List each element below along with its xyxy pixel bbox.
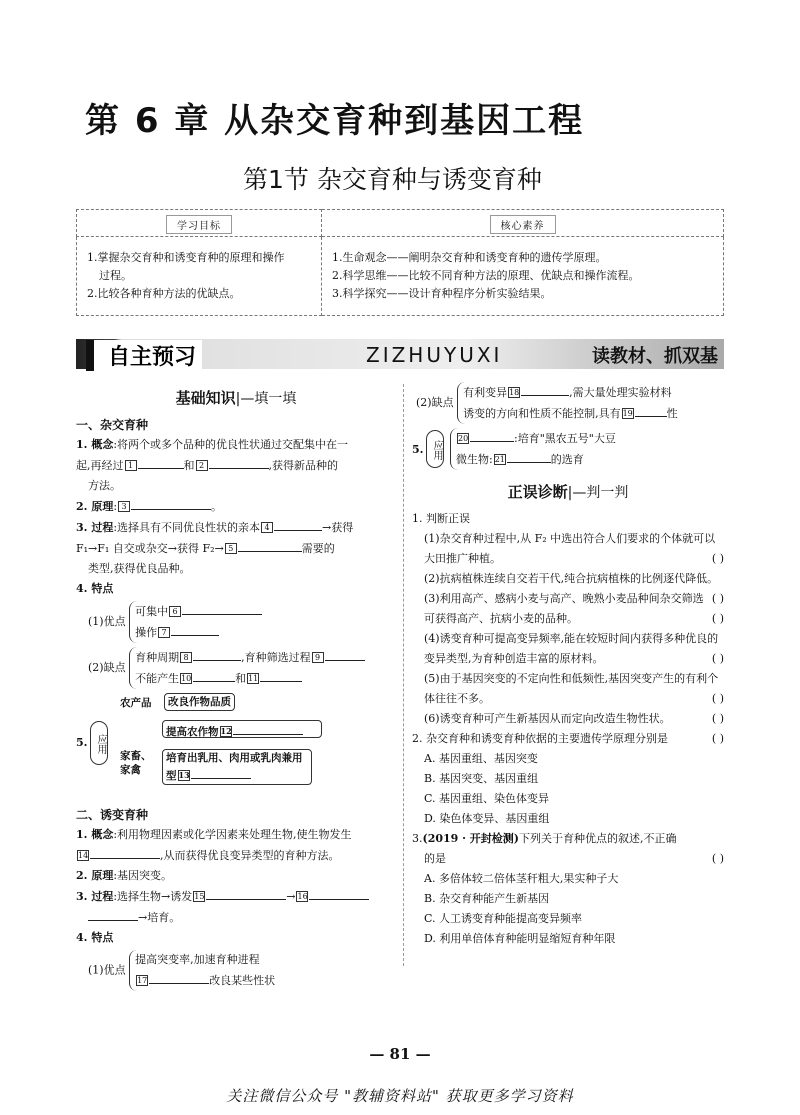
blank-14[interactable] [90,845,160,859]
learn-item: 1.掌握杂交育种和诱变育种的原理和操作 [87,251,285,264]
blank-19[interactable] [635,403,667,417]
judge-item: (2)抗病植株连续自交若干代,纯合抗病植株的比例逐代降低。 ( ) [412,569,724,589]
blank-12[interactable] [233,721,303,735]
question-1-heading: 1. 判断正误 [412,512,470,525]
application-label: 应用 [90,721,108,765]
left-column: 基础知识|—填一填 一、杂交育种 1. 概念:将两个或多个品种的优良性状通过交配集中在一 起,再经过 1 和 2 ,获得新品种的 方法。 2. 原理: 3 。 3. 过程:选择具有不同优良性状的亲本 4 →获得 F₁→F₁ 自交或杂交→获得 F₂→ 5 需要的 类型,获得优良品种。 4. 特点 (1)优点 可集中 6 操作 7 (2)缺点 育种周期 8 ,育种筛选过程 9 不能产生 10 和 11 5. 应用 农产品 改良作物品质 提高农作物 12 家畜、家禽 培育出乳用、肉用或乳肉兼用型 13 二、诱变育种 1. 概念:利用物理因素或化学因素来处理生物,使生物发生 14 ,从而获得优良变异类型的育种方法。 2. 原理:基因突变。 3. 过程:选择生物→诱发 15 → 16 →培育。 4. 特点 (1)优点 提高突变率,加速育种进程 17 改良某些性状 [76,382,396,991]
option[interactable]: C. 人工诱变育种能提高变异频率 [424,912,583,925]
blank-15[interactable] [206,886,286,900]
application-label: 应用 [426,430,444,468]
blank-17[interactable] [149,970,209,984]
answer-paren[interactable]: ( ) [711,712,724,725]
core-literacy-list [322,237,724,316]
core-item: 3.科学探究——设计育种程序分析实验结果。 [332,287,552,300]
answer-paren[interactable]: ( ) [711,852,724,865]
option[interactable]: A. 多倍体较二倍体茎秆粗大,果实种子大 [424,872,619,885]
judge-item: (6)诱变育种可产生新基因从而定向改造生物性状。 ( ) [412,709,724,729]
question-2: 2. 杂交育种和诱变育种依据的主要遗传学原理分别是 ( ) [412,729,724,749]
blank-21[interactable] [507,449,551,463]
learn-objectives-header: 学习目标 [166,215,232,234]
core-item: 1.生命观念——阐明杂交育种和诱变育种的遗传学原理。 [332,251,607,264]
judge-item: (4)诱变育种可提高变异频率,能在较短时间内获得多种优良的变异类型,为育种创造丰富的原材料。 ( ) [412,629,724,669]
banner-pinyin: ZIZHUYUXI [366,343,503,367]
increase-yield-box: 提高农作物 12 [162,720,322,738]
mutation-breeding-heading: 二、诱变育种 [76,808,149,822]
disadvantages-1: (2)缺点 育种周期 8 ,育种筛选过程 9 不能产生 10 和 11 [76,647,396,689]
improve-quality-box: 改良作物品质 [164,693,235,711]
learn-objectives-list [77,237,322,316]
column-divider [403,384,404,966]
blank-18[interactable] [521,382,569,396]
core-item: 2.科学思维——比较不同育种方法的原理、优缺点和操作流程。 [332,269,640,282]
blank-9[interactable] [325,647,365,661]
preview-banner [76,339,724,369]
blank-2[interactable] [209,455,269,469]
blank-4[interactable] [274,517,322,531]
answer-paren[interactable]: ( ) [711,692,724,705]
advantages-2: (1)优点 提高突变率,加速育种进程 17 改良某些性状 [76,950,396,991]
blank-10[interactable] [193,668,235,682]
process-1: 3. 过程:选择具有不同优良性状的亲本 4 →获得 [76,517,396,538]
principle-2: 2. 原理:基因突变。 [76,869,173,882]
banner-title: 自主预习 [86,340,202,371]
option[interactable]: B. 基因突变、基因重组 [424,772,539,785]
answer-paren[interactable]: ( ) [711,592,724,605]
blank-11[interactable] [260,668,302,682]
blank-3[interactable] [131,496,211,510]
blank-1[interactable] [138,455,184,469]
blank-16[interactable] [309,886,369,900]
dairy-meat-box: 培育出乳用、肉用或乳肉兼用型 13 [162,749,312,785]
basic-knowledge-heading: 基础知识|—填一填 [175,389,297,407]
blank-8[interactable] [193,647,241,661]
judge-item: (3)利用高产、感病小麦与高产、晚熟小麦品种间杂交筛选可获得高产、抗病小麦的品种。 ( ) [412,589,724,629]
blank-6[interactable] [182,601,262,615]
objectives-table [76,209,724,316]
judge-item: (5)由于基因突变的不定向性和低频性,基因突变产生的有利个体往往不多。 ( ) [412,669,724,709]
application-2: 5. 应用 20 :培育"黑农五号"大豆 微生物: 21 的选育 [412,428,724,472]
application-1: 5. 应用 农产品 改良作物品质 提高农作物 12 家畜、家禽 培育出乳用、肉用或乳肉兼用型 13 [76,693,396,803]
principle-1: 2. 原理: 3 。 [76,496,396,517]
blank-20[interactable] [470,428,514,442]
option[interactable]: B. 杂交育种能产生新基因 [424,892,550,905]
concept-1: 1. 概念:将两个或多个品种的优良性状通过交配集中在一 [76,438,349,451]
core-literacy-header: 核心素养 [490,215,556,234]
blank-13[interactable] [191,765,251,779]
option[interactable]: D. 利用单倍体育种能明显缩短育种年限 [424,932,616,945]
answer-paren[interactable]: ( ) [711,652,724,665]
learn-item: 2.比较各种育种方法的优缺点。 [87,287,241,300]
blank-7[interactable] [171,622,219,636]
answer-paren[interactable]: ( ) [711,552,724,565]
question-3: 3.(2019 · 开封检测)下列关于育种优点的叙述,不正确 [412,832,677,845]
hybrid-breeding-heading: 一、杂交育种 [76,418,149,432]
judge-item: (1)杂交育种过程中,从 F₂ 中选出符合人们要求的个体就可以大田推广种植。 ( ) [412,529,724,569]
section-title: 第1节 杂交育种与诱变育种 [243,165,542,194]
answer-paren[interactable]: ( ) [711,732,724,745]
option[interactable]: D. 染色体变异、基因重组 [424,812,550,825]
banner-slogan: 读教材、抓双基 [592,346,718,367]
right-column: (2)缺点 有利变异 18 ,需大量处理实验材料 诱变的方向和性质不能控制,具有 19 性 5. 应用 20 :培育"黑农五号"大豆 微生物: 21 的选育 正误诊断|—判一判 1. 判断正误 (1)杂交育种过程中,从 F₂ 中选出符合人们要求的个体就可以大田推广种植。 ( ) (2)抗病植株连续自交若干代,纯合抗病植株的比例逐代降低。 ( ) (3)利用高产、感病小麦与高产、晚熟小麦品种间杂交筛选可获得高产、抗病小麦的品种。 ( ) (4)诱变育种可提高变异频率,能在较短时间内获得多种优良的变异类型,为育种创造丰富的原材料。 ( ) (5)由于基因突变的不定向性和低频性,基因突变产生的有利个体往往不多。 ( ) (6)诱变育种可产生新基因从而定向改造生物性状。 ( ) 2. 杂交育种和诱变育种依据的主要遗传学原理分别是 ( ) A. 基因重组、基因突变 B. 基因突变、基因重组 C. 基因重组、染色体变异 D. 染色体变异、基因重组 3.(2019 · 开封检测)下列关于育种优点的叙述,不正确 的是 ( ) A. 多倍体较二倍体茎秆粗大,果实种子大 B. 杂交育种能产生新基因 C. 人工诱变育种能提高变异频率 D. 利用单倍体育种能明显缩短育种年限 [412,382,724,949]
true-false-heading: 正误诊断|—判一判 [507,483,629,501]
answer-paren[interactable]: ( ) [711,612,724,625]
option[interactable]: A. 基因重组、基因突变 [424,752,538,765]
footer-note: 关注微信公众号 "教辅资料站" 获取更多学习资料 [226,1087,574,1105]
page-number: — 81 — [369,1045,431,1063]
learn-item: 过程。 [99,269,132,282]
concept-2: 1. 概念:利用物理因素或化学因素来处理生物,使生物发生 [76,828,352,841]
advantages-1: (1)优点 可集中 6 操作 7 [76,601,396,643]
process-2: 3. 过程:选择生物→诱发 15 → 16 [76,886,396,907]
blank-5[interactable] [238,538,302,552]
option[interactable]: C. 基因重组、染色体变异 [424,792,550,805]
chapter-title: 第 6 章 从杂交育种到基因工程 [85,101,585,141]
disadvantages-2: (2)缺点 有利变异 18 ,需大量处理实验材料 诱变的方向和性质不能控制,具有 19 性 [412,382,724,424]
